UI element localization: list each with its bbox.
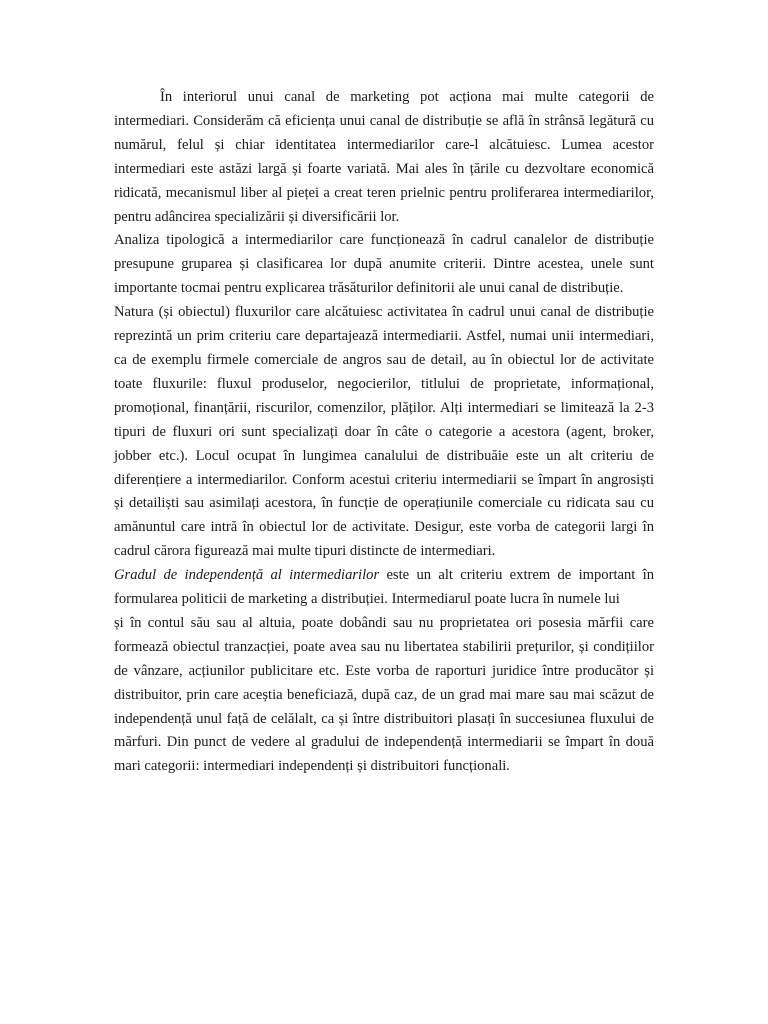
document-page [114,86,654,779]
paragraph-legal-relations: și în contul său sau al altuia, poate dobândi sau nu proprietatea ori posesia mărfii care formează obiectul tranzacției, poate avea sau nu libertatea stabilirii prețurilor, și condițiilor de vânzare, acțiunilor publicitare etc. Este vorba de raporturi juridice între producător și distribuitor, prin care aceștia beneficiază, după caz, de un grad mai mare sau mai scăzut de independență unul față de celălalt, ca și între distribuitori plasați în succesiunea fluxului de mărfuri. Din punct de vedere al gradului de independență intermediarii se împart în două mari categorii: intermediari independenți și distribuitori funcționali. [114,614,654,775]
emphasis-degree-of-independence: Gradul de independență al intermediarilor [114,567,380,584]
paragraph-nature-of-flows: Natura (și obiectul) fluxurilor care alcătuiesc activitatea în cadrul unui canal de distribuție reprezintă un prim criteriu care departajează intermediarii. Astfel, numai unii intermediari, ca de exemplu firmele comerciale de angros sau de detail, au în obiectul lor de activitate toate fluxurile: fluxul produselor, negocierilor, titlului de proprietate, informațional, promoțional, finanțării, riscurilor, comenzilor, plăților. Alți intermediari se limitează la 2-3 tipuri de fluxuri ori sunt specializați doar în câte o categorie a acestora (agent, broker, jobber etc.). Locul ocupat în lungimea canalului de distribuăie este un alt criteriu de diferențiere a intermediarilor. Conform acestui criteriu intermediarii se împart în angrosiști și detailiști sau asimilați acestora, în funcție de operațiunile comerciale cu ridicata sau cu amănuntul care intră în obiectul lor de activitate. Desigur, este vorba de categorii largi în cadrul cărora figurează mai multe tipuri distincte de intermediari. [114,304,654,560]
paragraph-typological-analysis: Analiza tipologică a intermediarilor care funcționează în cadrul canalelor de distribuție presupune gruparea și clasificarea lor după anumite criterii. Dintre acestea, unele sunt importante tocmai pentru explicarea trăsăturilor definitorii ale unui canal de distribuție. [114,232,654,297]
paragraph-degree-of-independence-text: este un alt criteriu extrem de important în formularea politicii de marketing a distribuției. Intermediarul poate lucra în numele lui [114,567,654,608]
paragraph-intermediaries-intro: În interiorul unui canal de marketing pot acționa mai multe categorii de intermediari. Considerăm că eficiența unui canal de distribuție se află în strânsă legătură cu numărul, felul și chiar identitatea intermediarilor care-l alcătuiesc. Lumea acestor intermediari este astăzi largă și foarte variată. Mai ales în țările cu dezvoltare economică ridicată, mecanismul liber al pieței a creat teren prielnic pentru proliferarea intermediarilor, pentru adâncirea specializării și diversificării lor. [114,89,654,225]
paragraph-degree-of-independence [114,564,654,612]
